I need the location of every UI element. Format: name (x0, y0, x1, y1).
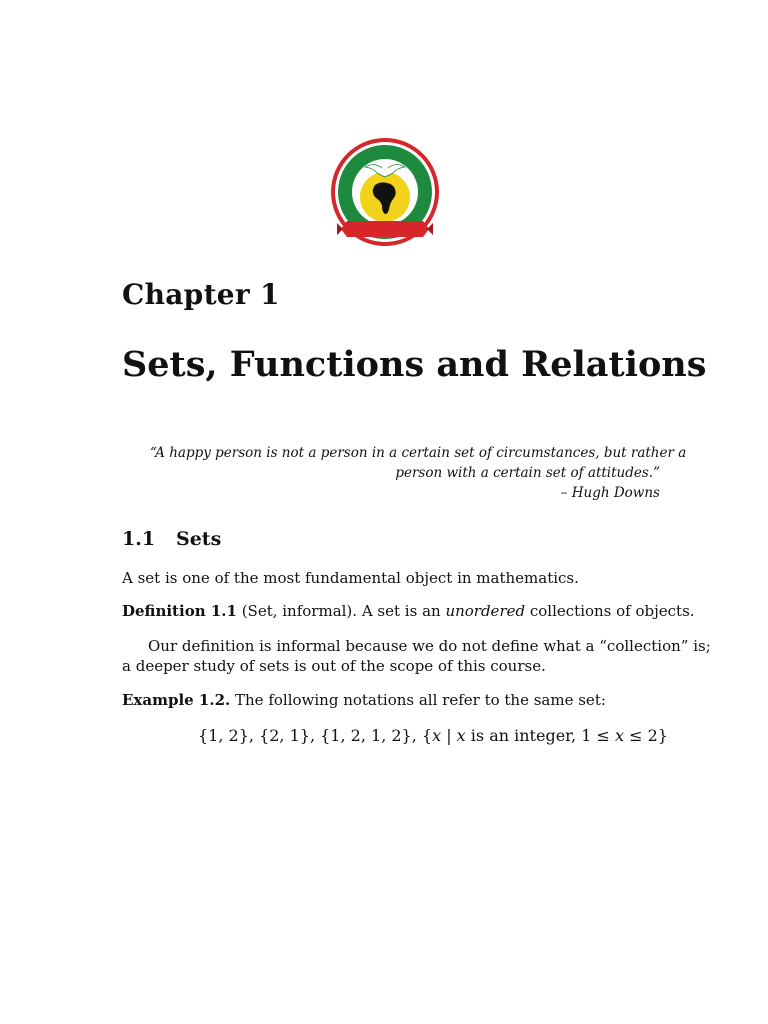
math-variable: x (432, 726, 442, 745)
math-close: ≤ 2} (624, 726, 668, 745)
example-text: The following notations all refer to the same set: (230, 691, 606, 709)
math-variable: x (456, 726, 466, 745)
section-title: Sets (176, 528, 222, 550)
math-display (198, 726, 668, 745)
epigraph-attribution: – Hugh Downs (560, 485, 660, 501)
section-heading (122, 528, 221, 550)
math-sets: {1, 2}, {2, 1}, {1, 2, 1, 2}, { (198, 726, 433, 745)
intro-paragraph: A set is one of the most fundamental object in mathematics. (122, 569, 579, 587)
remark-paragraph (122, 636, 711, 676)
example-block (122, 690, 662, 710)
remark-line: Our definition is informal because we do not define what a “collection” is; (148, 637, 711, 655)
example-label: Example 1.2. (122, 691, 231, 709)
university-logo (327, 137, 443, 255)
math-text: is an integer, 1 ≤ (465, 726, 615, 745)
math-variable: x (614, 726, 625, 745)
chapter-title: Sets, Functions and Relations (122, 344, 707, 385)
definition-text: collections of objects. (525, 602, 695, 620)
epigraph (150, 443, 687, 503)
definition-block (122, 601, 695, 621)
definition-qualifier: (Set, informal). (236, 602, 358, 620)
definition-emphasis: unordered (445, 602, 526, 620)
remark-line: a deeper study of sets is out of the scope of this course. (122, 657, 546, 675)
definition-text: A set is an (357, 602, 446, 620)
definition-label: Definition 1.1 (122, 602, 237, 620)
chapter-number: Chapter 1 (122, 278, 280, 311)
epigraph-line: “A happy person is not a person in a certain set of circumstances, but rather a (150, 445, 687, 461)
math-bar: | (441, 726, 457, 745)
section-number: 1.1 (122, 528, 156, 550)
epigraph-line: person with a certain set of attitudes.” (395, 465, 660, 481)
